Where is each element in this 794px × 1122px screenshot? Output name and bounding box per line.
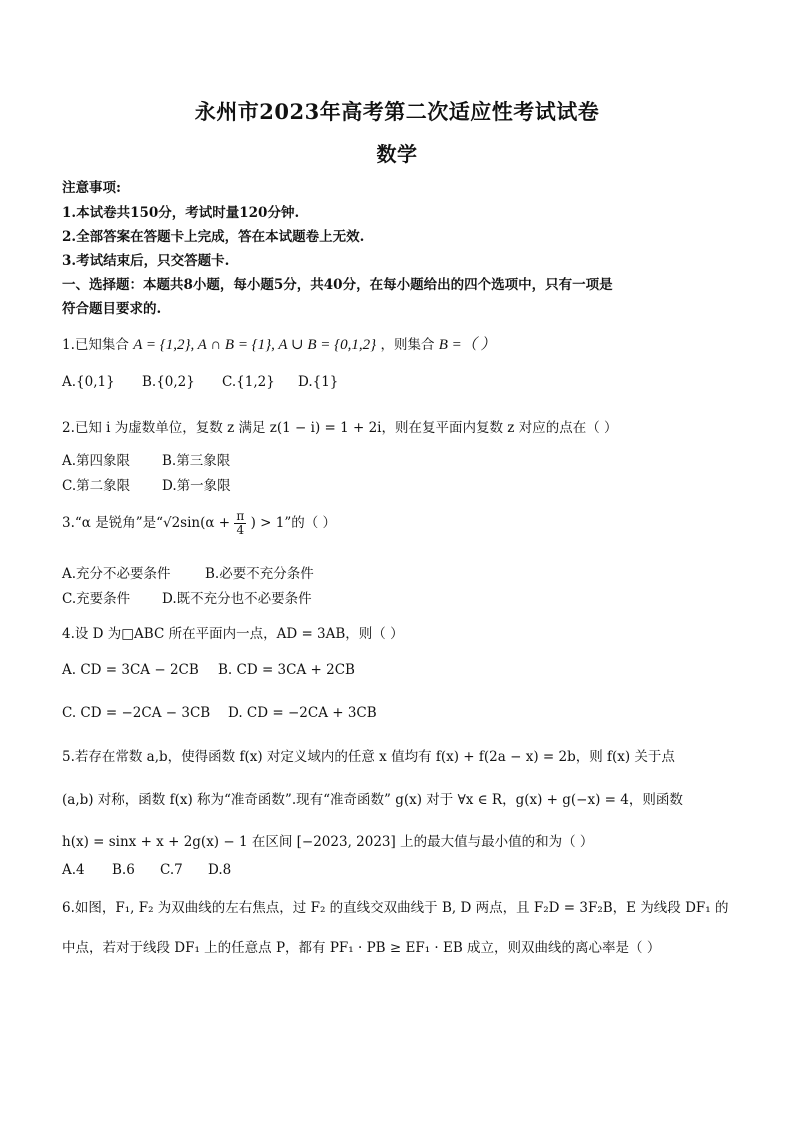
q4-option-c: C. CD = −2CA − 3CB bbox=[62, 705, 211, 721]
q3-option-c: C.充要条件 bbox=[62, 591, 131, 607]
section-heading-line2: 符合题目要求的. bbox=[62, 301, 162, 317]
q3-fraction bbox=[234, 510, 246, 537]
q3-option-d: D.既不充分也不必要条件 bbox=[162, 591, 312, 607]
q3-suffix: ) > 1”的（ ） bbox=[250, 515, 337, 531]
q5-option-d: D.8 bbox=[208, 862, 232, 878]
q1-suffix: ，则集合 bbox=[380, 337, 435, 353]
question-5-line2: (a,b) 对称，函数 f(x) 称为“准奇函数”.现有“准奇函数” g(x) 对于 ∀x ∈ R，g(x) + g(−x) = 4，则函数 bbox=[62, 792, 683, 808]
note-item-3: 3.考试结束后，只交答题卡. bbox=[62, 253, 230, 269]
question-3 bbox=[62, 510, 336, 537]
q5-option-a: A.4 bbox=[62, 862, 85, 878]
q1-option-d: D.{1} bbox=[298, 374, 339, 390]
question-4: 4.设 D 为□ABC 所在平面内一点，AD = 3AB，则（ ） bbox=[62, 626, 404, 642]
q1-tail: B =（ ） bbox=[438, 337, 496, 353]
q2-option-d: D.第一象限 bbox=[162, 478, 231, 494]
q3-frac-denominator: 4 bbox=[236, 523, 245, 537]
q4-option-d: D. CD = −2CA + 3CB bbox=[228, 705, 377, 721]
exam-title: 永州市2023年高考第二次适应性考试试卷 bbox=[194, 99, 600, 124]
q1-prefix: 1.已知集合 bbox=[62, 337, 129, 353]
exam-subject: 数学 bbox=[376, 142, 418, 166]
note-item-1: 1.本试卷共150分，考试时量120分钟. bbox=[62, 205, 300, 221]
q1-option-c: C.{1,2} bbox=[222, 374, 275, 390]
q5-option-c: C.7 bbox=[160, 862, 183, 878]
q3-prefix: 3.“α 是锐角”是“√2sin(α + bbox=[62, 515, 231, 531]
section-heading-line1: 一、选择题：本题共8小题，每小题5分，共40分，在每小题给出的四个选项中，只有一项是 bbox=[62, 277, 613, 293]
question-6-line2: 中点，若对于线段 DF₁ 上的任意点 P，都有 PF₁ · PB ≥ EF₁ · EB 成立，则双曲线的离心率是（ ） bbox=[62, 940, 661, 956]
question-1 bbox=[62, 333, 496, 354]
q2-option-c: C.第二象限 bbox=[62, 478, 131, 494]
q1-math: A = {1,2}, A ∩ B = {1}, A ∪ B = {0,1,2} bbox=[133, 337, 377, 353]
question-5-line3: h(x) = sinx + x + 2g(x) − 1 在区间 [−2023, 2023] 上的最大值与最小值的和为（ ） bbox=[62, 834, 594, 850]
q1-option-b: B.{0,2} bbox=[142, 374, 195, 390]
q4-option-b: B. CD = 3CA + 2CB bbox=[218, 662, 355, 678]
q4-option-a: A. CD = 3CA − 2CB bbox=[62, 662, 199, 678]
q2-option-b: B.第三象限 bbox=[162, 453, 231, 469]
question-2: 2.已知 i 为虚数单位，复数 z 满足 z(1 − i) = 1 + 2i，则在复平面内复数 z 对应的点在（ ） bbox=[62, 420, 618, 436]
q5-option-b: B.6 bbox=[112, 862, 135, 878]
q3-frac-numerator: π bbox=[236, 509, 245, 523]
question-5-line1: 5.若存在常数 a,b，使得函数 f(x) 对定义域内的任意 x 值均有 f(x) + f(2a − x) = 2b，则 f(x) 关于点 bbox=[62, 749, 675, 765]
q1-option-a: A.{0,1} bbox=[62, 374, 115, 390]
q3-option-b: B.必要不充分条件 bbox=[205, 566, 314, 582]
notes-heading: 注意事项: bbox=[62, 180, 121, 196]
q3-option-a: A.充分不必要条件 bbox=[62, 566, 171, 582]
note-item-2: 2.全部答案在答题卡上完成，答在本试题卷上无效. bbox=[62, 229, 365, 245]
q2-option-a: A.第四象限 bbox=[62, 453, 131, 469]
question-6-line1: 6.如图，F₁, F₂ 为双曲线的左右焦点，过 F₂ 的直线交双曲线于 B, D 两点，且 F₂D = 3F₂B，E 为线段 DF₁ 的 bbox=[62, 900, 729, 916]
